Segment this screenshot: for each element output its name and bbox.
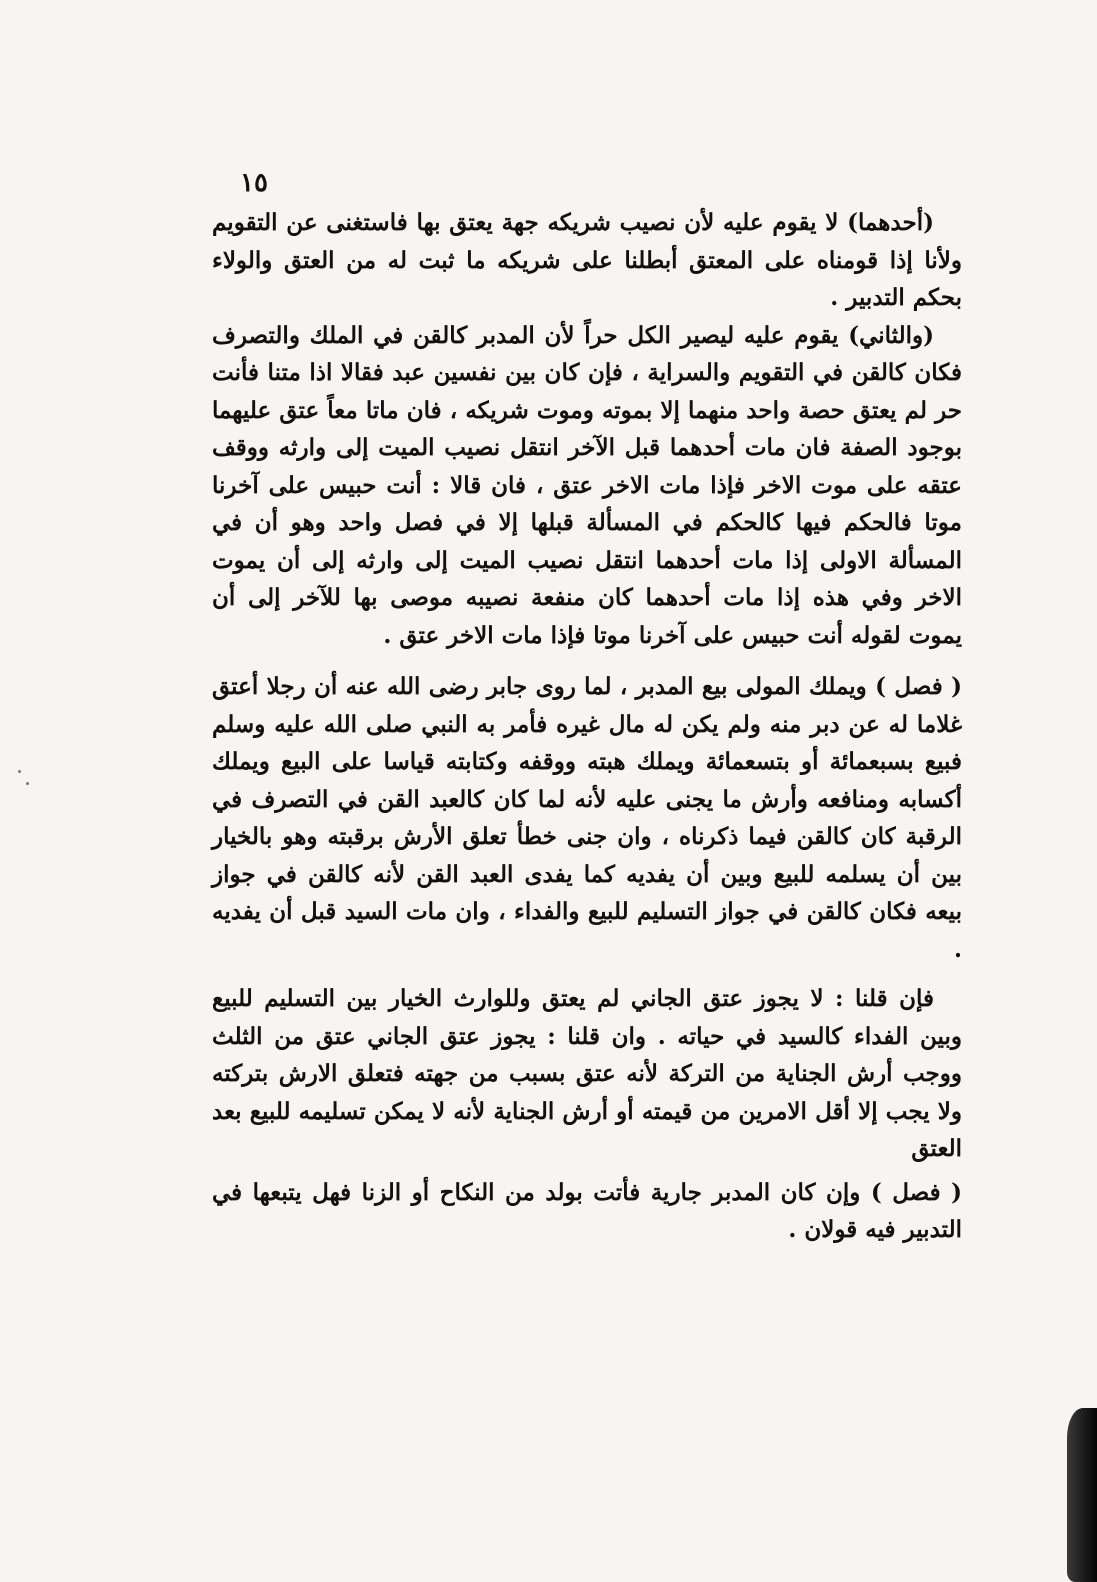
body-text: [212, 204, 962, 1249]
paragraph-section-slave-girl: ( فصل ) وإن كان المدبر جارية فأتت بولد من النكاح أو الزنا فهل يتبعها في التدبير فيه قولان .: [212, 1178, 962, 1243]
paragraph-section-sale: ( فصل ) ويملك المولى بيع المدبر ، لما روى جابر رضى الله عنه أن رجلا أعتق غلاما له عن دبر منه ولم يكن له مال غيره فأمر به النبي صلى الله عليه وسلم فبيع بسبعمائة أو بتسعمائة ويملك هبته ووقفه وكتابته قياسا على البيع ويملك أكسابه ومنافعه وأرش ما يجنى عليه لأنه لما كان كالعبد القن في التصرف في الرقبة كان كالقن فيما ذكرناه ، وان جنى خطأ تعلق الأرش برقبته وهو بالخيار بين أن يسلمه للبيع وبين أن يفديه كما يفدى العبد القن لأنه كالقن في جواز بيعه فكان كالقن في جواز التسليم للبيع والفداء ، وان مات السيد قبل أن يفديه .: [212, 673, 962, 963]
paragraph-second-opinion: (والثاني) يقوم عليه ليصير الكل حراً لأن المدبر كالقن في الملك والتصرف فكان كالقن في التقويم والسراية ، فإن كان بين نفسين عبد فقالا اذا متنا فأنت حر لم يعتق حصة واحد منهما إلا بموته وموت شريكه ، فان ماتا معاً عتق عليهما بوجود الصفة فان مات أحدهما قبل الآخر انتقل نصيب الميت إلى وارثه ووقف عتقه على موت الاخر فإذا مات الاخر عتق ، فان قالا : أنت حبيس على آخرنا موتا فالحكم فيها كالحكم في المسألة قبلها إلا في فصل واحد وهو أن في المسألة الاولى إذا مات أحدهما انتقل نصيب الميت إلى وارثه إلى أن يموت الاخر وفي هذه إذا مات أحدهما كان منفعة نصيبه موصى بها للآخر إلى أن يموت لقوله أنت حبيس على آخرنا موتا فإذا مات الاخر عتق .: [212, 321, 962, 649]
paragraph-ruling: فإن قلنا : لا يجوز عتق الجاني لم يعتق وللوارث الخيار بين التسليم للبيع وبين الفداء كالسيد في حياته . وان قلنا : يجوز عتق الجاني عتق من الثلث ووجب أرش الجناية من التركة لأنه عتق بسبب من جهته فتعلق الارش بتركته ولا يجب إلا أقل الامرين من قيمته أو أرش الجناية لأنه لا يمكن تسليمه للبيع بعد العتق: [212, 985, 962, 1162]
page-number: ١٥: [240, 168, 268, 198]
paper-speck: [18, 770, 21, 773]
page-edge-shadow: [1067, 1408, 1097, 1582]
paragraph-first-opinion: (أحدهما) لا يقوم عليه لأن نصيب شريكه جهة يعتق بها فاستغنى عن التقويم ولأنا إذا قومناه على المعتق أبطلنا على شريكه ما ثبت له من العتق والولاء بحكم التدبير .: [212, 209, 962, 311]
paper-speck: [26, 782, 29, 785]
